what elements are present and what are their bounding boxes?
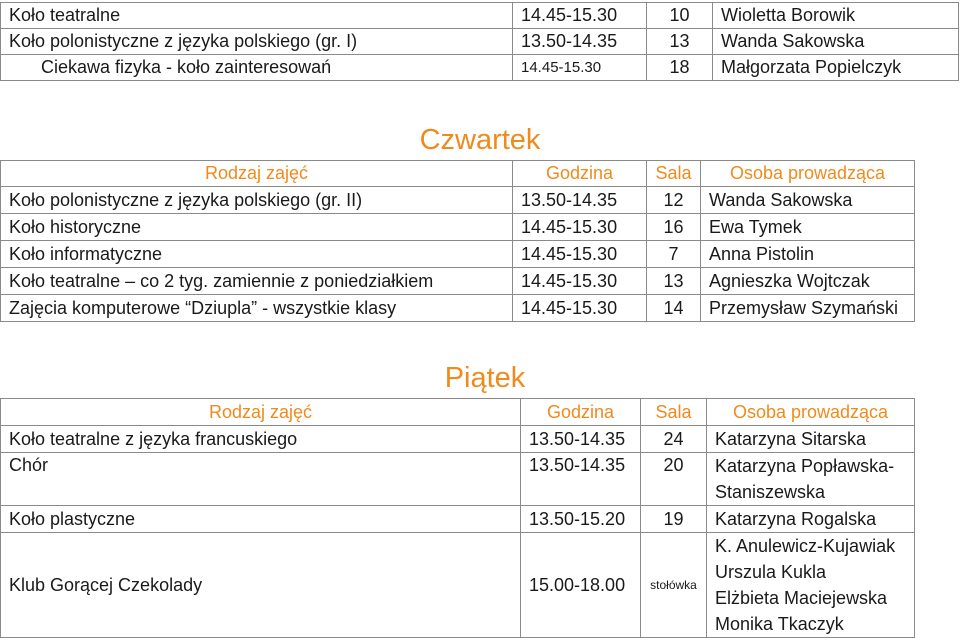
table-row — [1, 241, 915, 268]
activity-teacher — [707, 453, 915, 506]
activity-room: 13 — [647, 29, 713, 55]
header-time: Godzina — [521, 399, 641, 426]
activity-name: Koło teatralne z języka francuskiego — [1, 426, 521, 453]
header-room: Sala — [647, 161, 701, 187]
activity-room: 7 — [647, 241, 701, 268]
activity-teacher: Wanda Sakowska — [713, 29, 959, 55]
activity-teacher: Katarzyna Rogalska — [707, 506, 915, 533]
activity-teacher: Anna Pistolin — [701, 241, 915, 268]
header-time: Godzina — [513, 161, 647, 187]
activity-time: 14.45-15.30 — [513, 55, 647, 81]
activity-name: Koło plastyczne — [1, 506, 521, 533]
activity-teacher: Małgorzata Popielczyk — [713, 55, 959, 81]
activity-time: 13.50-14.35 — [513, 29, 647, 55]
teacher-line: Monika Tkaczyk — [715, 614, 844, 634]
activity-room: stołówka — [641, 533, 707, 638]
teacher-line: Staniszewska — [715, 482, 826, 502]
activity-time: 15.00-18.00 — [521, 533, 641, 638]
header-teacher: Osoba prowadząca — [707, 399, 915, 426]
table-row — [1, 453, 915, 506]
activity-name: Zajęcia komputerowe “Dziupla” - wszystkie klasy — [1, 295, 513, 322]
activity-time: 14.45-15.30 — [513, 268, 647, 295]
table-row — [1, 187, 915, 214]
activity-time: 13.50-15.20 — [521, 506, 641, 533]
table-row — [1, 3, 959, 29]
top-schedule-table — [0, 2, 959, 81]
activity-room: 24 — [641, 426, 707, 453]
activity-time: 13.50-14.35 — [521, 453, 641, 506]
activity-name: Chór — [1, 453, 521, 506]
teacher-line: Urszula Kukla — [715, 562, 827, 582]
activity-room: 19 — [641, 506, 707, 533]
activity-name: Koło historyczne — [1, 214, 513, 241]
activity-time: 13.50-14.35 — [513, 187, 647, 214]
activity-name: Klub Gorącej Czekolady — [1, 533, 521, 638]
teacher-line: Katarzyna Popławska- — [715, 456, 895, 476]
table-row — [1, 426, 915, 453]
activity-teacher — [707, 533, 915, 638]
activity-room: 13 — [647, 268, 701, 295]
table-row — [1, 268, 915, 295]
teacher-line: K. Anulewicz-Kujawiak — [715, 536, 896, 556]
header-activity: Rodzaj zajęć — [1, 161, 513, 187]
activity-name: Koło teatralne — [1, 3, 513, 29]
activity-time: 14.45-15.30 — [513, 214, 647, 241]
activity-room: 10 — [647, 3, 713, 29]
activity-name: Koło polonistyczne z języka polskiego (gr. II) — [1, 187, 513, 214]
friday-title: Piątek — [444, 362, 526, 394]
activity-teacher: Przemysław Szymański — [701, 295, 915, 322]
table-row — [1, 29, 959, 55]
activity-teacher: Wioletta Borowik — [713, 3, 959, 29]
table-row — [1, 214, 915, 241]
activity-time: 13.50-14.35 — [521, 426, 641, 453]
activity-room: 18 — [647, 55, 713, 81]
header-activity: Rodzaj zajęć — [1, 399, 521, 426]
table-header-row — [1, 161, 915, 187]
activity-teacher: Ewa Tymek — [701, 214, 915, 241]
activity-name: Koło polonistyczne z języka polskiego (gr. I) — [1, 29, 513, 55]
header-room: Sala — [641, 399, 707, 426]
activity-teacher: Wanda Sakowska — [701, 187, 915, 214]
activity-name: Koło informatyczne — [1, 241, 513, 268]
table-row — [1, 55, 959, 81]
activity-room: 12 — [647, 187, 701, 214]
table-row — [1, 295, 915, 322]
activity-time: 14.45-15.30 — [513, 241, 647, 268]
thursday-schedule-table — [0, 160, 915, 322]
table-row — [1, 506, 915, 533]
activity-time: 14.45-15.30 — [513, 3, 647, 29]
activity-room: 20 — [641, 453, 707, 506]
friday-schedule-table — [0, 398, 915, 638]
activity-time: 14.45-15.30 — [513, 295, 647, 322]
header-teacher: Osoba prowadząca — [701, 161, 915, 187]
table-row — [1, 533, 915, 638]
teacher-line: Elżbieta Maciejewska — [715, 588, 888, 608]
thursday-title: Czwartek — [419, 124, 541, 156]
activity-teacher: Agnieszka Wojtczak — [701, 268, 915, 295]
activity-name: Koło teatralne – co 2 tyg. zamiennie z poniedziałkiem — [1, 268, 513, 295]
activity-room: 14 — [647, 295, 701, 322]
activity-name: Ciekawa fizyka - koło zainteresowań — [1, 55, 513, 81]
activity-teacher: Katarzyna Sitarska — [707, 426, 915, 453]
activity-room: 16 — [647, 214, 701, 241]
table-header-row — [1, 399, 915, 426]
